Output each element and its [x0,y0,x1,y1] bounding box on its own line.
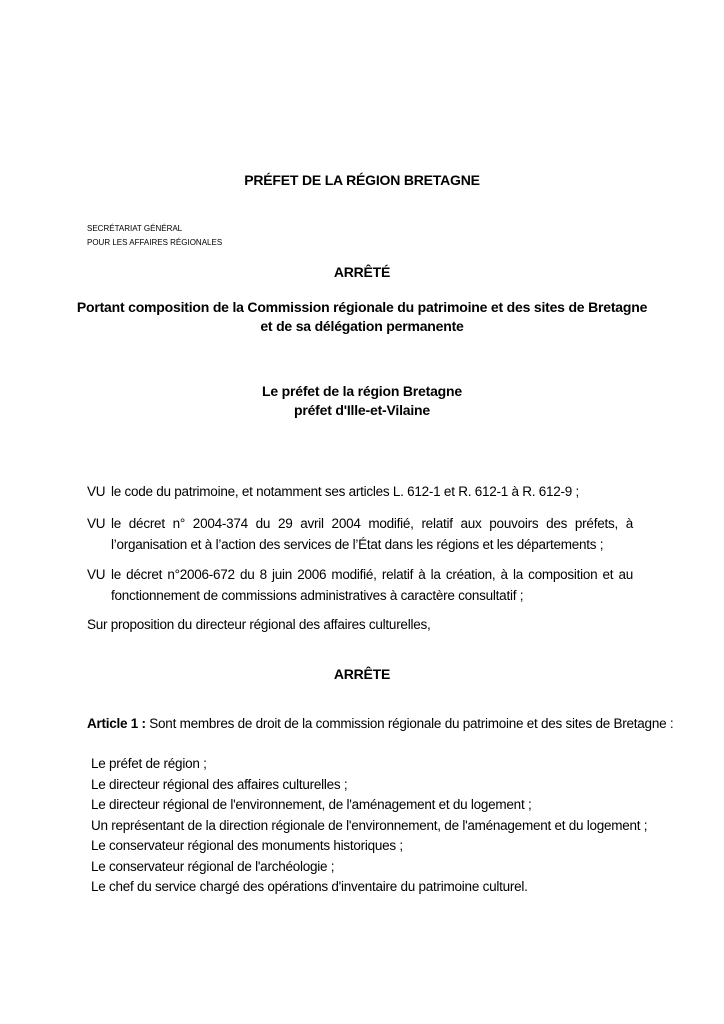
subject-line-2: et de sa délégation permanente [260,318,464,334]
service-line-1: SECRÉTARIAT GÉNÉRAL [87,224,183,233]
member-item: Le directeur régional des affaires culturelles ; [91,777,348,792]
article-1-label: Article 1 : [87,716,146,731]
member-item: Le préfet de région ; [91,756,207,771]
authority-line-1: Le préfet de la région Bretagne [262,383,462,399]
member-item: Le conservateur régional des monuments historiques ; [91,838,403,853]
arrete-heading: ARRÊTÉ [333,264,391,280]
member-item: Le directeur régional de l'environnement, de l'aménagement et du logement ; [91,797,532,812]
prefecture-title: PRÉFET DE LA RÉGION BRETAGNE [244,172,480,188]
visa-text: le décret n°2006-672 du 8 juin 2006 modifié, relatif à la création, à la composition et au fonctionnement de commissions administratives à caractère consultatif ; [111,567,633,603]
visa-text: le décret n° 2004-374 du 29 avril 2004 modifié, relatif aux pouvoirs des préfets, à l’organisation et à l’action des services de l’État dans les régions et les départements ; [111,516,633,552]
article-1 [87,716,673,731]
authority-line-2: préfet d'Ille-et-Vilaine [294,402,430,418]
member-item: Un représentant de la direction régionale de l'environnement, de l'aménagement et du logement ; [91,818,648,833]
article-1-text: Sont membres de droit de la commission régionale du patrimoine et des sites de Bretagne : [149,716,674,731]
service-line-2: POUR LES AFFAIRES RÉGIONALES [87,238,223,247]
visa-text: le code du patrimoine, et notamment ses articles L. 612-1 et R. 612-1 à R. 612-9 ; [111,484,580,499]
subject-line-1: Portant composition de la Commission régionale du patrimoine et des sites de Bretagne [76,299,648,315]
visa-prefix: VU [87,484,106,499]
visa-prefix: VU [87,567,106,582]
proposal-text: Sur proposition du directeur régional des affaires culturelles, [87,617,431,632]
arrete-verb: ARRÊTE [333,666,391,682]
member-item: Le chef du service chargé des opérations d'inventaire du patrimoine culturel. [91,879,528,894]
visa-prefix: VU [87,516,106,531]
member-item: Le conservateur régional de l'archéologie ; [91,859,335,874]
